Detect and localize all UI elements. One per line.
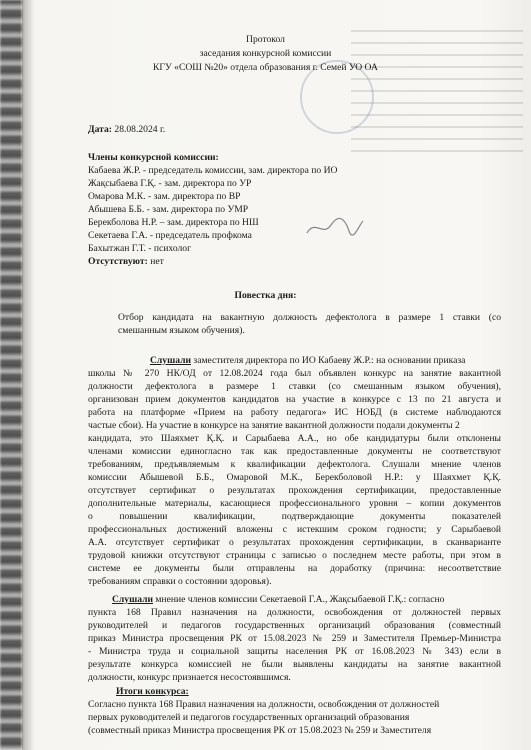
results-line: (совместный приказ Министра просвещения РК от 15.08.2023 № 259 и Заместителя — [88, 725, 432, 736]
heard-text: заместителя директора по ИО Кабаеву Ж.Р.: на основании приказа — [191, 355, 466, 366]
results-line: Согласно пункта 168 Правил назначения на должности, освобождения от должностей — [88, 699, 440, 710]
heard2-line: - Министра труда и социальной защиты населения РК от 16.08.2023 № 343) если в — [88, 646, 501, 657]
heard-line: школы № 270 НК/ОД от 12.08.2024 года был объявлен конкурс на занятие вакантной — [88, 368, 501, 379]
member-item: Бахытжан Г.Т. - психолог — [88, 243, 192, 254]
member-item: Секетаева Г.А. - председатель профкома — [88, 230, 252, 241]
heard-line: работа на платформе «Прием на работу педагога» ИС НОБД (в системе наблюдаются — [88, 407, 501, 418]
agenda-text-line: Отбор кандидата на вакантную должность дефектолога в размере 1 ставки (со — [118, 312, 501, 323]
absent-value: нет — [147, 256, 164, 267]
member-item: Жақсыбаева Г.Қ. - зам. директора по УР — [88, 178, 252, 189]
heard-line: должности дефектолога в размере 1 ставки (со смешанным языком обучения), — [88, 381, 501, 392]
heard-line: членами комиссии единогласно так как предоставленные документы не соответствуют — [88, 446, 501, 457]
heard2-line: должности, конкурс признается несостоявшимся. — [88, 672, 291, 683]
heard2-first-line — [112, 594, 444, 607]
heard-line: частые сбои). На участие в конкурсе на занятие вакантной должности подали документы 2 — [88, 420, 460, 431]
agenda-text-line: смешанным языком обучения). — [118, 325, 245, 336]
heard-line: о повышении квалификации, подтверждающие документы показателей — [88, 511, 501, 522]
member-item: Берекболова Н.Р. – зам. директора по НШ — [88, 217, 259, 228]
date-value: 28.08.2024 г. — [114, 124, 166, 135]
scan-binding-shadow — [0, 0, 22, 750]
members-heading: Члены конкурсной комиссии: — [88, 152, 219, 163]
protocol-organization: КГУ «СОШ №20» отдела образования г. Семей УО ОА — [153, 62, 378, 73]
heard2-label: Слушали — [112, 594, 153, 605]
heard-line: профессиональных достижений вложены с истекшим сроком годности; у Сарыбаевой — [88, 524, 501, 535]
heard2-line: пункта 168 Правил назначения на должности, освобождения от должностей первых — [88, 607, 501, 618]
scan-edge-shadow — [22, 0, 34, 750]
heard-line: требованиям справки о состоянии здоровья). — [88, 576, 272, 587]
member-item: Кабаева Ж.Р. - председатель комиссии, зам. директора по ИО — [88, 165, 338, 176]
agenda-heading: Повестка дня: — [234, 290, 297, 301]
heard2-line: результате конкурса комиссией не были выявлены кандидаты на занятие вакантной — [88, 659, 501, 670]
heard-line: кандидата, это Шаяхмет Қ.Қ. и Сарыбаева А.А., но обе кандидатуры были отклонены — [88, 433, 501, 444]
heard-line: дополнительные материалы, касающиеся профессионального уровня – копии документов — [88, 498, 501, 509]
member-item: Омарова М.К. - зам. директора по ВР — [88, 191, 241, 202]
heard-line: организован прием документов кандидатов на участие в конкурсе с 13 по 21 августа и — [88, 394, 501, 405]
heard-line: отсутствует сертификат о результатах прохождения сертификации, предоставленные — [88, 485, 501, 496]
heard-line: комиссии Абышевой Б.Б., Омаровой М.К., Берекболовой Н.Р.: у Шаяхмет Қ.Қ. — [88, 472, 501, 483]
heard2-line: приказ Министра просвещения РК от 15.08.2023 № 259 и Заместителя Премьер-Министра — [88, 633, 501, 644]
heard2-text: мнение членов комиссии Секетаевой Г.А., Жақсыбаевой Г.Қ.: согласно — [153, 594, 445, 605]
heard2-line: руководителей и педагогов государственных организаций образования (совместный — [88, 620, 501, 631]
heard-line: трудовой книжки отсутствуют страницы с записью о последнем месте работы, при этом в — [88, 550, 501, 561]
absent-label: Отсутствуют: — [88, 256, 148, 267]
heard-label: Слушали — [150, 355, 191, 366]
heard-line: системе ее документы были отправлены на доработку (причина: несоответствие — [88, 563, 501, 574]
results-line: первых руководителей и педагогов государственных организаций образования — [88, 712, 410, 723]
absent-line — [88, 256, 164, 269]
heard-first-line — [150, 355, 465, 368]
member-item: Абышева Б.Б. - зам. директора по УМР — [88, 204, 249, 215]
heard-line: требованиям, предъявляемым к квалификации дефектолога. Слушали мнение членов — [88, 459, 501, 470]
protocol-subtitle: заседания конкурсной комиссии — [199, 48, 332, 59]
heard-line: А.А. отсутствует сертификат о результатах прохождения сертификации, в сканварианте — [88, 537, 501, 548]
signature-mark — [305, 215, 365, 239]
protocol-title: Протокол — [246, 34, 285, 45]
date-line — [88, 124, 165, 137]
results-heading: Итоги конкурса: — [116, 686, 189, 697]
date-label: Дата: — [88, 124, 112, 135]
